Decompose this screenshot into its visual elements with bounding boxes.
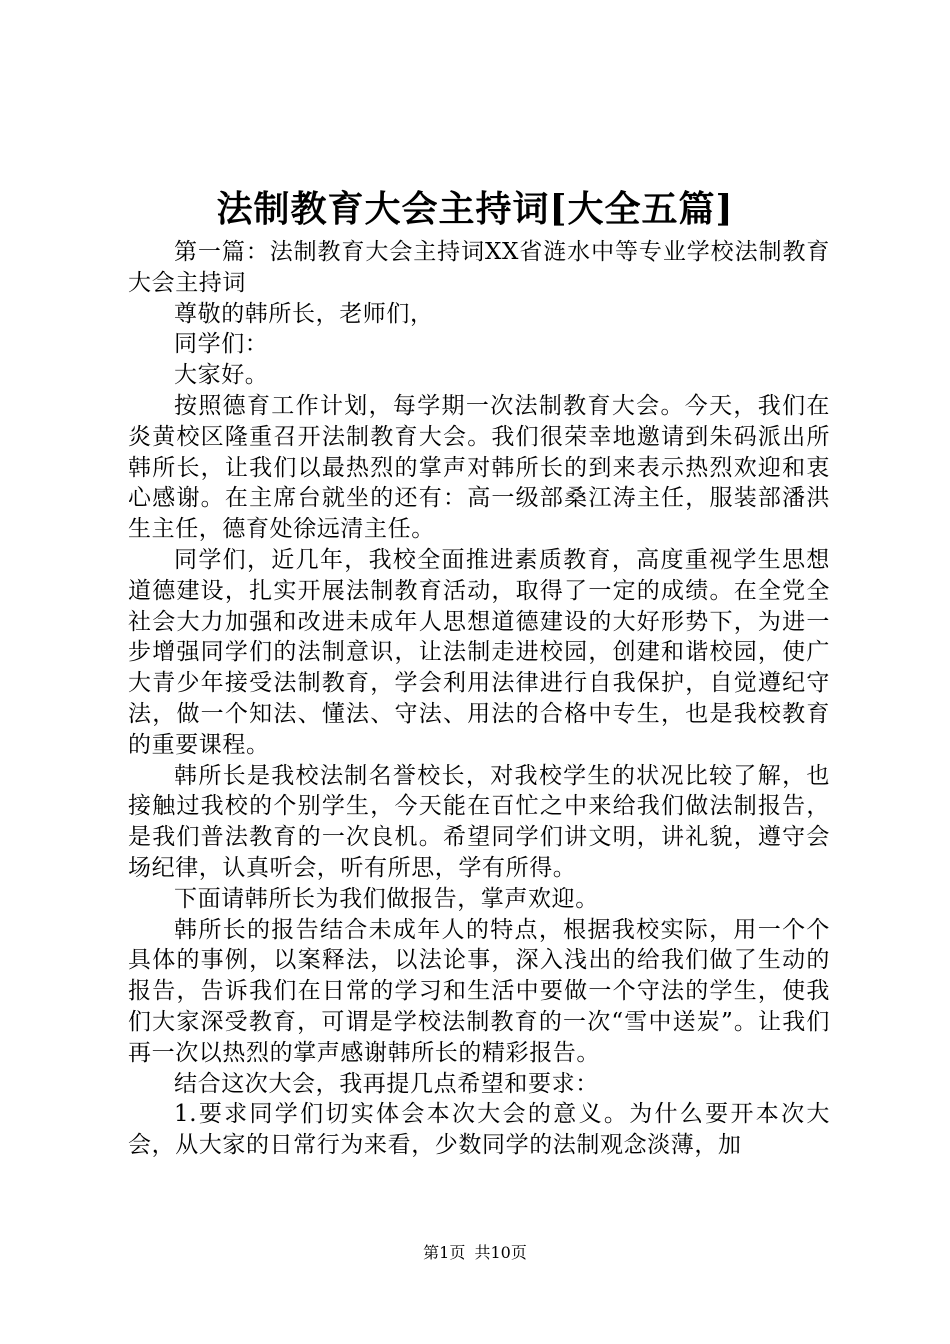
paragraph: 韩所长的报告结合未成年人的特点，根据我校实际，用一个个具体的事例，以案释法，以法论事，深入浅出的给我们做了生动的报告，告诉我们在日常的学习和生活中要做一个守法的学生，使我们大家深受教育，可谓是学校法制教育的一次“雪中送炭”。让我们再一次以热烈的掌声感谢韩所长的精彩报告。	[128, 916, 830, 1066]
document-body	[128, 237, 830, 1161]
paragraph: 同学们：	[174, 331, 269, 358]
paragraph: 结合这次大会，我再提几点希望和要求：	[174, 1070, 599, 1097]
paragraph: 大家好。	[174, 362, 269, 389]
paragraph: 韩所长是我校法制名誉校长，对我校学生的状况比较了解，也接触过我校的个别学生，今天能在百忙之中来给我们做法制报告，是我们普法教育的一次良机。希望同学们讲文明，讲礼貌，遵守会场纪律，认真听会，听有所思，学有所得。	[128, 762, 830, 881]
paragraph: 下面请韩所长为我们做报告，掌声欢迎。	[174, 885, 599, 912]
document-title: 法制教育大会主持词[大全五篇]	[216, 188, 734, 230]
paragraph: 按照德育工作计划，每学期一次法制教育大会。今天，我们在炎黄校区隆重召开法制教育大会。我们很荣幸地邀请到朱码派出所韩所长，让我们以最热烈的掌声对韩所长的到来表示热烈欢迎和衷心感谢。在主席台就坐的还有：高一级部桑江涛主任，服装部潘洪生主任，德育处徐远清主任。	[128, 392, 830, 543]
page-total: 共10页	[474, 1243, 527, 1262]
paragraph: 1.要求同学们切实体会本次大会的意义。为什么要开本次大会，从大家的日常行为来看，少数同学的法制观念淡薄，加	[128, 1101, 830, 1159]
paragraph: 尊敬的韩所长，老师们，	[174, 300, 434, 327]
page-number: 第1页	[423, 1243, 466, 1262]
page-footer	[0, 1242, 950, 1264]
paragraph: 第一篇：法制教育大会主持词XX省涟水中等专业学校法制教育大会主持词	[128, 239, 830, 296]
paragraph: 同学们，近几年，我校全面推进素质教育，高度重视学生思想道德建设，扎实开展法制教育活动，取得了一定的成绩。在全党全社会大力加强和改进未成年人思想道德建设的大好形势下，为进一步增强同学们的法制意识，让法制走进校园，创建和谐校园，使广大青少年接受法制教育，学会利用法律进行自我保护，自觉遵纪守法，做一个知法、懂法、守法、用法的合格中专生，也是我校教育的重要课程。	[128, 546, 830, 758]
